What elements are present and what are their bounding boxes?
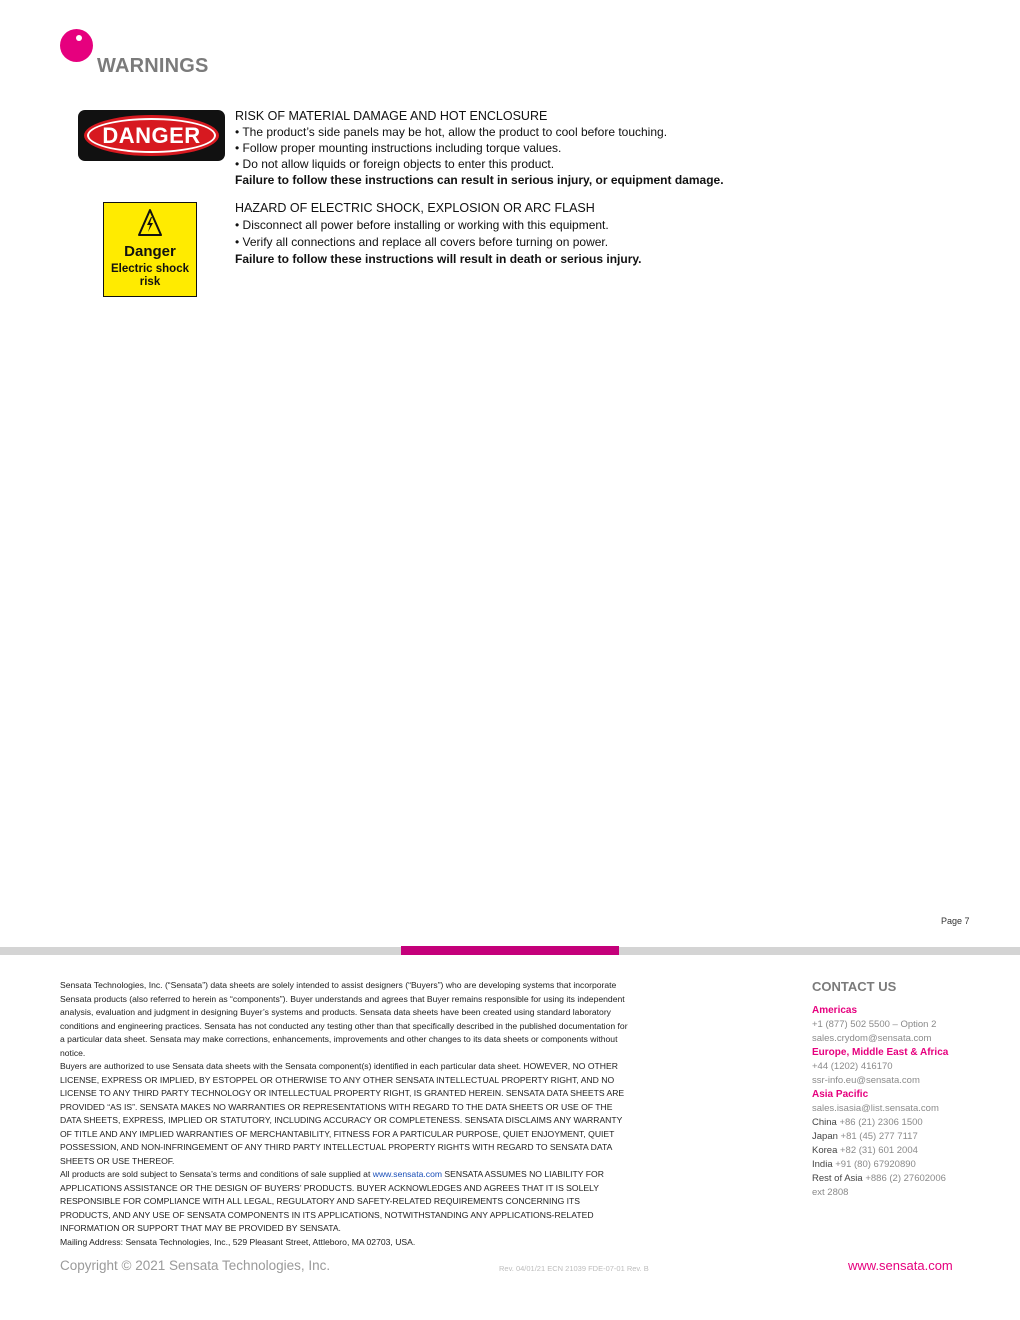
country-name: Korea [812,1145,838,1156]
country-name: Japan [812,1131,838,1142]
contact-phone: +1 (877) 502 5500 – Option 2 [812,1019,937,1030]
country-row [812,1144,1012,1158]
legal-paragraph [60,1168,630,1236]
country-row [812,1116,1012,1130]
contact-phone: +44 (1202) 416170 [812,1061,893,1072]
contact-email[interactable]: sales.isasia@list.sensata.com [812,1103,939,1114]
country-name: India [812,1159,833,1170]
shock-sign-subtitle-line2: risk [139,276,161,288]
legal-paragraph: Sensata Technologies, Inc. (“Sensata”) data sheets are solely intended to assist designers (“Buyers”) who are developing systems that incorporate Sensata products (also referred to herein as “components”). Buyer understands and agrees that Buyer remains responsible for using its independent analysis, evaluation and judgment in designing Buyer’s systems and products. Sensata data sheets have been created using standard laboratory conditions and engineering practices. Sensata has not conducted any testing other than that specifically described in the published documentation for a particular data sheet. Sensata may make corrections, enhancements, improvements and other changes to its data sheets or components without notice. [60,980,628,1058]
country-phone: +91 (80) 67920890 [835,1159,916,1170]
region-emea: Europe, Middle East & Africa [812,1047,949,1058]
shock-sign-subtitle-line1: Electric shock [111,263,189,275]
mailing-address: Mailing Address: Sensata Technologies, Inc., 529 Pleasant Street, Attleboro, MA 02703, USA. [60,1236,416,1247]
warning-heading: RISK OF MATERIAL DAMAGE AND HOT ENCLOSURE [235,109,548,123]
danger-sign-text: DANGER [102,123,201,148]
website-link[interactable]: www.sensata.com [848,1258,953,1273]
warning-bullet: • Follow proper mounting instructions including torque values. [235,141,562,155]
legal-disclaimer [60,979,630,1249]
warning-bullet: • Do not allow liquids or foreign objects to enter this product. [235,157,555,171]
electric-shock-sign-icon [103,202,197,297]
contact-email[interactable]: ssr-info.eu@sensata.com [812,1075,920,1086]
contact-section [812,980,1012,1200]
contact-title: CONTACT US [812,979,897,994]
warning-bullet: • Verify all connections and replace all covers before turning on power. [235,235,609,249]
brand-dot-icon [60,29,93,62]
country-phone: +81 (45) 277 7117 [840,1131,918,1142]
sensata-website-link[interactable]: www.sensata.com [372,1169,443,1179]
legal-text: SENSATA ASSUMES NO LIABILITY FOR APPLICATIONS ASSISTANCE OR THE DESIGN OF BUYERS’ PRODUCTS. BUYER ACKNOWLEDGES AND AGREES THAT IT IS SOLELY RESPONSIBLE FOR COMPLIANCE WITH ALL LEGAL, REGULATORY AND SAFETY-RELATED REQUIREMENTS CONCERNING ITS PRODUCTS, AND ANY USE OF SENSATA COMPONENTS IN ITS APPLICATIONS, NOTWITHSTANDING ANY APPLICATIONS-RELATED INFORMATION OR SUPPORT THAT MAY BE PROVIDED BY SENSATA. [60,1169,604,1233]
shock-sign-subtitle [104,263,196,289]
country-name: Rest of Asia [812,1173,863,1184]
page-title: WARNINGS [97,55,209,77]
legal-paragraph: Buyers are authorized to use Sensata data sheets with the Sensata component(s) identified in each particular data sheet. HOWEVER, NO OTHER LICENSE, EXPRESS OR IMPLIED, BY ESTOPPEL OR OTHERWISE TO ANY OTHER SENSATA INTELLECTUAL PROPERTY RIGHT, AND NO LICENSE TO ANY THIRD PARTY TECHNOLOGY OR INTELLECTUAL PROPERTY RIGHT, IS GRANTED HEREIN. SENSATA DATA SHEETS ARE PROVIDED “AS IS”. SENSATA MAKES NO WARRANTIES OR REPRESENTATIONS WITH REGARD TO THE DATA SHEETS OR USE OF THE DATA SHEETS, EXPRESS, IMPLIED OR STATUTORY, INCLUDING ACCURACY OR COMPLETENESS. SENSATA DISCLAIMS ANY WARRANTY OF TITLE AND ANY IMPLIED WARRANTIES OF MERCHANTABILITY, FITNESS FOR A PARTICULAR PURPOSE, QUIET ENJOYMENT, QUIET POSSESSION, AND NON-INFRINGEMENT OF ANY THIRD PARTY INTELLECTUAL PROPERTY RIGHTS WITH REGARD TO SENSATA DATA SHEETS OR USE THEREOF. [60,1061,625,1166]
country-phone: +86 (21) 2306 1500 [839,1117,923,1128]
country-phone: +886 (2) 27602006 [865,1173,946,1184]
contact-email[interactable]: sales.crydom@sensata.com [812,1033,932,1044]
country-row [812,1130,1012,1144]
phone-extension: ext 2808 [812,1187,849,1198]
warning-bullet: • Disconnect all power before installing or working with this equipment. [235,218,609,232]
footer-accent-bar [401,946,619,955]
legal-text: All products are sold subject to Sensata’s terms and conditions of sale supplied at [60,1169,373,1179]
warning-bullet: • The product’s side panels may be hot, allow the product to cool before touching. [235,125,668,139]
revision-code: Rev. 04/01/21 ECN 21039 FDE-07-01 Rev. B [499,1264,649,1273]
shock-sign-title: Danger [124,243,176,260]
region-asia-pacific: Asia Pacific [812,1089,869,1100]
country-row [812,1172,1012,1186]
warning-heading: HAZARD OF ELECTRIC SHOCK, EXPLOSION OR ARC FLASH [235,201,595,215]
region-americas: Americas [812,1005,858,1016]
warning-block-material-damage [235,108,724,188]
page-number: Page 7 [941,916,970,926]
warning-consequence: Failure to follow these instructions will result in death or serious injury. [235,252,642,266]
country-name: China [812,1117,837,1128]
warning-block-electric-shock [235,200,642,267]
copyright-notice: Copyright © 2021 Sensata Technologies, Inc. [60,1258,331,1273]
lightning-triangle-icon [138,209,162,237]
country-row [812,1158,1012,1172]
country-phone: +82 (31) 601 2004 [840,1145,918,1156]
brand-dot-highlight [76,35,82,41]
warning-consequence: Failure to follow these instructions can result in serious injury, or equipment damage. [235,173,724,187]
danger-sign-icon [78,110,225,161]
